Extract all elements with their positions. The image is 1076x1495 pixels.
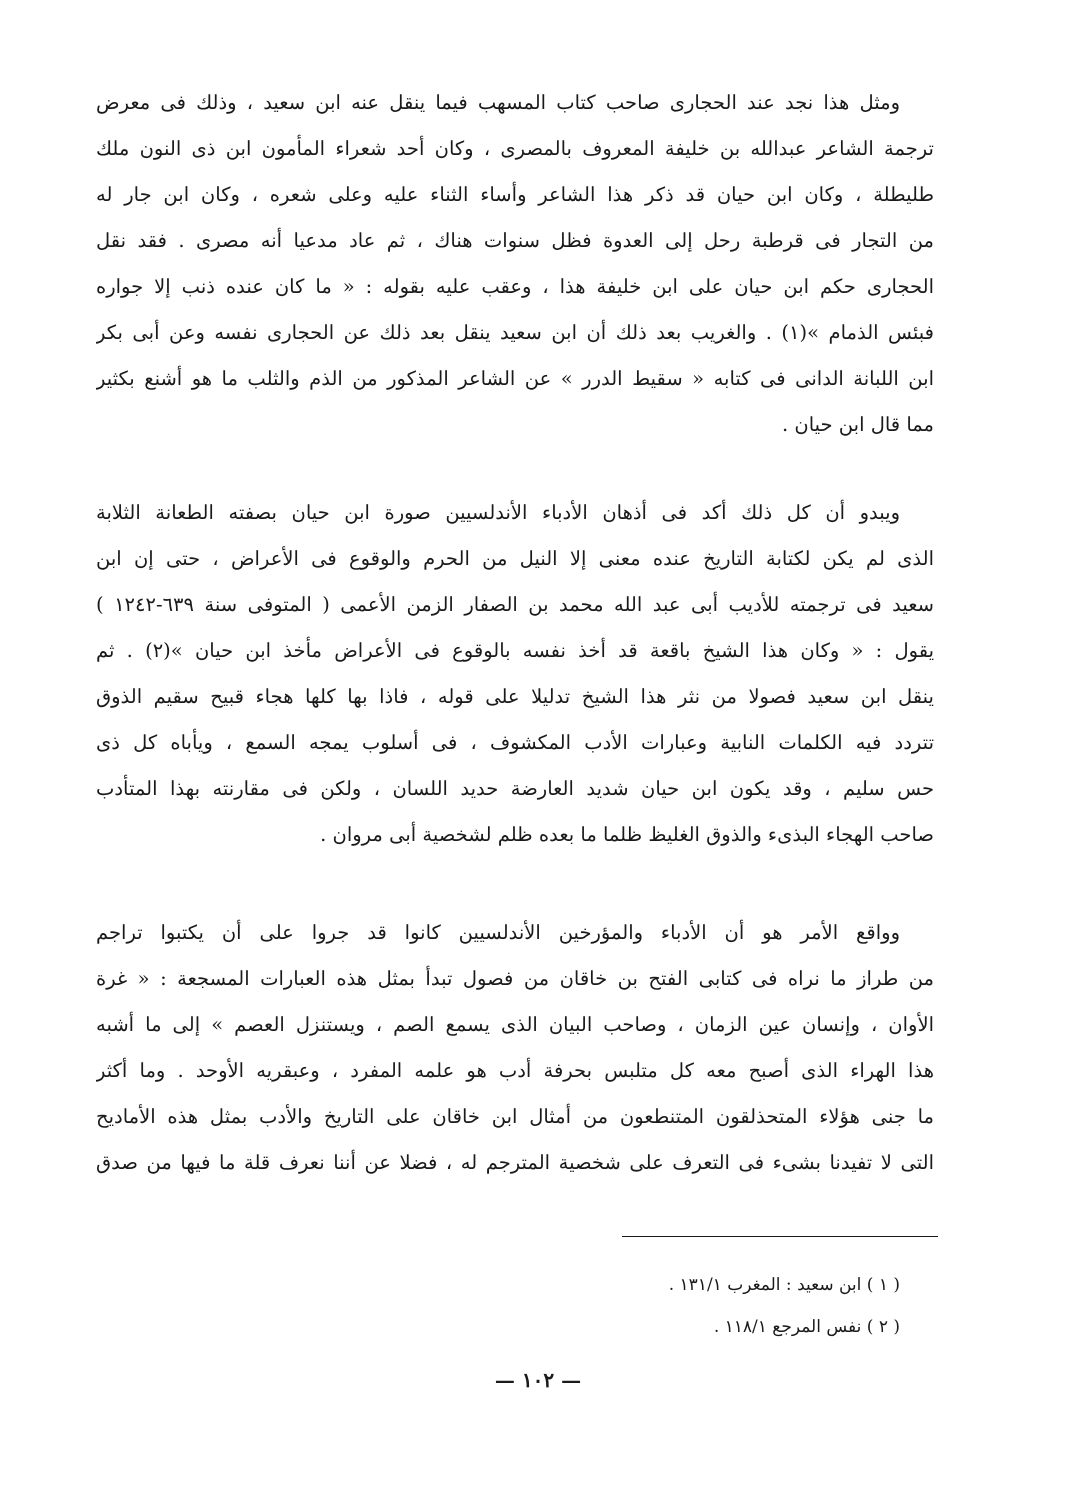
footnote-1: ( ١ ) ابن سعيد : المغرب ١٣١/١ .	[668, 1275, 900, 1295]
footnote-2: ( ٢ ) نفس المرجع ١١٨/١ .	[713, 1317, 900, 1337]
text-line: طليطلة ، وكان ابن حيان قد ذكر هذا الشاعر وأساء الثناء عليه وعلى شعره ، وكان ابن جار له	[96, 183, 934, 206]
footnote-divider	[622, 1236, 938, 1237]
text-line: من التجار فى قرطبة رحل إلى العدوة فظل سنوات هناك ، ثم عاد مدعيا أنه مصرى . فقد نقل	[96, 229, 934, 252]
text-line: صاحب الهجاء البذىء والذوق الغليظ ظلما ما بعده ظلم لشخصية أبى مروان .	[320, 823, 934, 846]
text-line: الذى لم يكن لكتابة التاريخ عنده معنى إلا النيل من الحرم والوقوع فى الأعراض ، حتى إن ابن	[96, 547, 934, 570]
text-line: ومثل هذا نجد عند الحجارى صاحب كتاب المسهب فيما ينقل عنه ابن سعيد ، وذلك فى معرض	[96, 91, 900, 114]
text-line: ما جنى هؤلاء المتحذلقون المتنطعون من أمثال ابن خاقان على التاريخ والأدب بمثل هذه الأماديح	[96, 1105, 934, 1128]
text-line: يقول : « وكان هذا الشيخ باقعة قد أخذ نفسه بالوقوع فى الأعراض مأخذ ابن حيان »(٢) . ثم	[96, 639, 934, 662]
text-line: ينقل ابن سعيد فصولا من نثر هذا الشيخ تدليلا على قوله ، فاذا بها كلها هجاء قبيح سقيم الذوق	[96, 685, 934, 708]
text-line: من طراز ما نراه فى كتابى الفتح بن خاقان من فصول تبدأ بمثل هذه العبارات المسجعة : « غرة	[96, 967, 934, 990]
text-line: ابن اللبانة الدانى فى كتابه « سقيط الدرر » عن الشاعر المذكور من الذم والثلب ما هو أشنع بكثير	[96, 367, 934, 390]
text-line: هذا الهراء الذى أصبح معه كل متلبس بحرفة أدب هو علمه المفرد ، وعبقريه الأوحد . وما أكثر	[96, 1059, 934, 1082]
paragraph-1	[96, 80, 934, 448]
text-line: سعيد فى ترجمته للأديب أبى عبد الله محمد بن الصفار الزمن الأعمى ( المتوفى سنة ٦٣٩-١٢٤٢ )	[96, 593, 934, 616]
text-line: مما قال ابن حيان .	[782, 413, 934, 436]
text-line: وواقع الأمر هو أن الأدباء والمؤرخين الأندلسيين كانوا قد جروا على أن يكتبوا تراجم	[96, 921, 900, 944]
text-line: حس سليم ، وقد يكون ابن حيان شديد العارضة حديد اللسان ، ولكن فى مقارنته بهذا المتأدب	[96, 777, 934, 800]
text-line: ويبدو أن كل ذلك أكد فى أذهان الأدباء الأندلسيين صورة ابن حيان بصفته الطعانة الثلابة	[96, 501, 900, 524]
page-number: — ١٠٢ —	[494, 1368, 582, 1392]
paragraph-3	[96, 910, 934, 1186]
footnotes	[300, 1264, 900, 1348]
paragraph-2	[96, 490, 934, 858]
text-line: تتردد فيه الكلمات النابية وعبارات الأدب المكشوف ، فى أسلوب يمجه السمع ، ويأباه كل ذى	[96, 731, 934, 754]
text-line: فبئس الذمام »(١) . والغريب بعد ذلك أن ابن سعيد ينقل بعد ذلك عن الحجارى نفسه وعن أبى بكر	[96, 321, 934, 344]
text-line: الحجارى حكم ابن حيان على ابن خليفة هذا ، وعقب عليه بقوله : « ما كان عنده ذنب إلا جواره	[96, 275, 934, 298]
text-line: التى لا تفيدنا بشىء فى التعرف على شخصية المترجم له ، فضلا عن أننا نعرف قلة ما فيها من صدق	[96, 1151, 934, 1174]
text-line: الأوان ، وإنسان عين الزمان ، وصاحب البيان الذى يسمع الصم ، ويستنزل العصم » إلى ما أشبه	[96, 1013, 934, 1036]
text-line: ترجمة الشاعر عبدالله بن خليفة المعروف بالمصرى ، وكان أحد شعراء المأمون ابن ذى النون ملك	[96, 137, 934, 160]
